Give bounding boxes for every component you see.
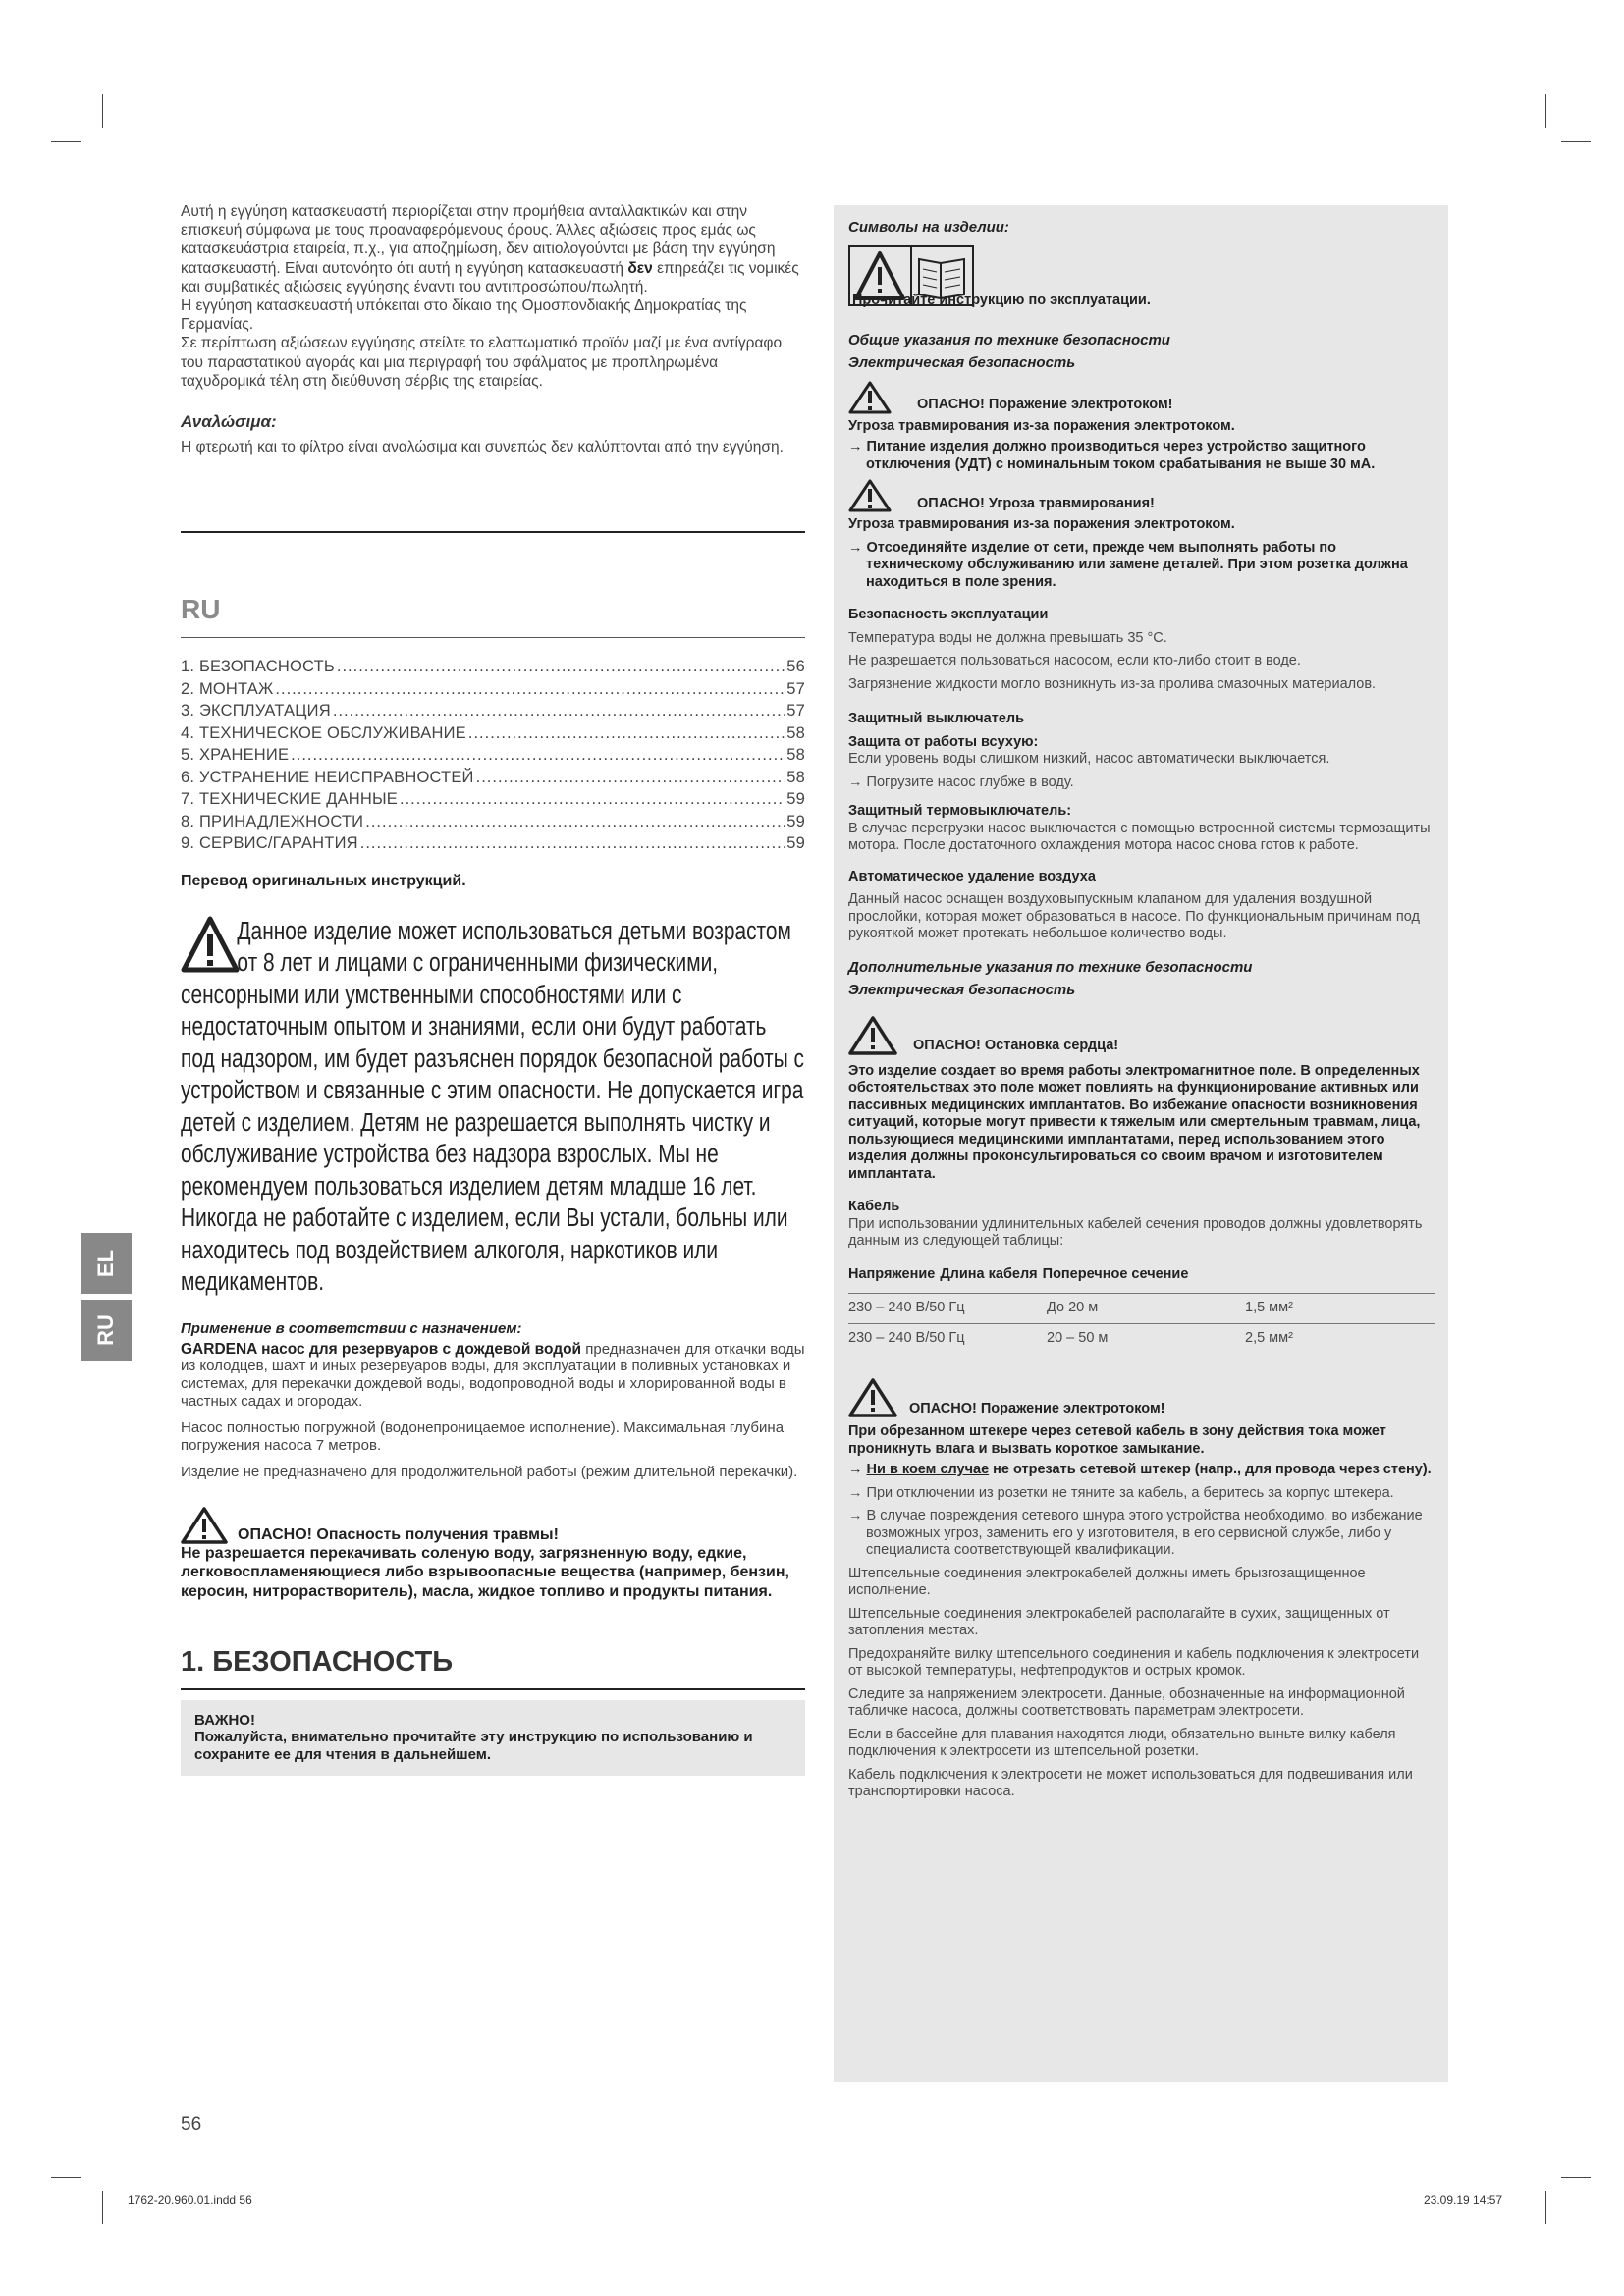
- dry-run-title: Защита от работы всухую:: [848, 733, 1039, 750]
- crop-mark: [51, 2177, 81, 2178]
- important-box: ВАЖНО! Пожалуйста, внимательно прочитайте эту инструкцию по использованию и сохраните ее для чтения в дальнейшем.: [181, 1700, 805, 1776]
- thermal-title: Защитный термовыключатель:: [848, 803, 1072, 819]
- greek-paragraph: Σε περίπτωση αξιώσεων εγγύησης στείλτε το ελαττωματικό προϊόν μαζί με ένα αντίγραφο του παραστατικού αγοράς και μια περιγραφή του σφάλματος με προπληρωμένα ταχυδρομικά τέλη στη διεύθυνση σέρβις της εταιρείας.: [181, 335, 783, 390]
- op-safety-title: Безопасность эксплуатации: [848, 607, 1049, 622]
- danger-sub: Угроза травмирования из-за поражения электротоком.: [848, 417, 1235, 434]
- table-of-contents: [181, 656, 805, 855]
- side-tab-ru: RU: [81, 1300, 132, 1361]
- paragraph: Предохраняйте вилку штепсельного соединения и кабель подключения к электросети от высокой температуры, нефтепродуктов и острых кромок.: [848, 1645, 1420, 1679]
- danger-heart-block: ОПАСНО! Остановка сердца!: [848, 1016, 1435, 1055]
- danger-text: Это изделие создает во время работы электромагнитное поле. В определенных обстоятельствах это поле может повлиять на функционирование активных или пассивных медицинских имплантатов. Во избежание опасности возникновения ситуаций, которые могут привести к тяжелым или смертельным травмам, лица, пользующиеся медицинскими имплантатами, перед использованием этого изделия должны проконсультироваться со своим врачом и изготовителем имплантата.: [848, 1062, 1421, 1182]
- not-continuous-text: Изделие не предназначено для продолжительной работы (режим длительной перекачки).: [181, 1464, 798, 1481]
- paragraph: Температура воды не должна превышать 35 °C.: [848, 629, 1167, 646]
- additional-safety-title: Дополнительные указания по технике безопасности: [848, 958, 1253, 976]
- children-warning: Данное изделие может использоваться детьми возрастом от 8 лет и лицами с ограниченными физическими, сенсорными или умственными способностями или с недостаточным опытом и знаниями, если они будут работать под надзором, им будет разъяснен порядок безопасной работы с устройством и связанные с этим опасности. Не допускается игра детей с изделием. Детям не разрешается выполнять чистку и обслуживание устройства без надзора взрослых. Мы не рекомендуем пользоваться изделием детям младше 16 лет. Никогда не работайте с изделием, если Вы устали, больны или находитесь под воздействием алкоголя, наркотиков или медикаментов.: [181, 917, 805, 1297]
- cable-table: [848, 1266, 1435, 1354]
- crop-mark: [102, 94, 103, 128]
- protective-switch-title: Защитный выключатель: [848, 711, 1025, 726]
- paragraph: Если в бассейне для плавания находятся люди, обязательно выньте вилку кабеля подключения к электросети из штепсельной розетки.: [848, 1726, 1396, 1759]
- cable-title: Кабель: [848, 1199, 900, 1214]
- paragraph: Не разрешается пользоваться насосом, если кто-либо стоит в воде.: [848, 653, 1301, 668]
- divider: [181, 637, 805, 638]
- intended-use-title: Применение в соответствии с назначением:: [181, 1319, 522, 1337]
- translation-note: Перевод оригинальных инструкций.: [181, 872, 466, 889]
- air-title: Автоматическое удаление воздуха: [848, 868, 1096, 884]
- section-title: 1. БЕЗОПАСНОСТЬ: [181, 1646, 454, 1679]
- bullet: → В случае повреждения сетевого шнура этого устройства необходимо, во избежание возможных угроз, заменить его у изготовителя, в его сервисной службе, либо у специалиста соответствующей квалификации.: [848, 1508, 1423, 1558]
- language-code: RU: [181, 594, 221, 625]
- footer-file: 1762-20.960.01.indd 56: [128, 2193, 252, 2207]
- danger-text: При обрезанном штекере через сетевой кабель в зону действия тока может проникнуть влага и вызвать короткое замыкание.: [848, 1423, 1386, 1457]
- greek-paragraph: Αυτή η εγγύηση κατασκευαστή περιορίζεται στην προμήθεια ανταλλακτικών και στην επισκευή σύμφωνα με τους προαναφερόμενους όρους. Άλλες αξιώσεις προς εμάς ως κατασκευάστρια εταιρεία, π.χ., για αποζημίωση, δεν αιτιολογούνται με βάση την εγγύηση κατασκευαστή. Είναι αυτονόητο ότι αυτή η εγγύηση κατασκευαστή δεν επηρεάζει τις νομικές και συμβατικές αξιώσεις εγγύησης έναντι του αντιπροσώπου/πωλητή.: [181, 203, 799, 295]
- toc-item[interactable]: 2. МОНТАЖ ..... 57: [181, 678, 805, 701]
- table-header: Напряжение Длина кабеля Поперечное сечение: [848, 1265, 1189, 1282]
- toc-item[interactable]: 5. ХРАНЕНИЕ ..... 58: [181, 744, 805, 767]
- paragraph: При использовании удлинительных кабелей сечения проводов должны удовлетворять данным из следующей таблицы:: [848, 1215, 1423, 1249]
- toc-item[interactable]: 7. ТЕХНИЧЕСКИЕ ДАННЫЕ ..... 59: [181, 788, 805, 811]
- paragraph: Следите за напряжением электросети. Данные, обозначенные на информационной табличке насоса, должны соответствовать параметрам электросети.: [848, 1685, 1405, 1719]
- electrical-safety-title: Электрическая безопасность: [848, 981, 1076, 998]
- danger-electric-block: ОПАСНО! Поражение электротоком!: [848, 381, 1435, 414]
- general-safety-title: Общие указания по технике безопасности: [848, 331, 1170, 348]
- greek-paragraph: Η εγγύηση κατασκευαστή υπόκειται στο δίκαιο της Ομοσπονδιακής Δημοκρατίας της Γερμανίας.: [181, 297, 747, 334]
- crop-mark: [51, 141, 81, 142]
- side-tab-el: EL: [81, 1233, 132, 1294]
- toc-item[interactable]: 6. УСТРАНЕНИЕ НЕИСПРАВНОСТЕЙ ..... 58: [181, 767, 805, 789]
- paragraph: В случае перегрузки насос выключается с помощью встроенной системы термозащиты мотора. После достаточного охлаждения мотора насос снова готов к работе.: [848, 820, 1431, 853]
- divider: [181, 531, 805, 533]
- bullet: → Погрузите насос глубже в воду.: [848, 774, 1074, 790]
- toc-item[interactable]: 3. ЭКСПЛУАТАЦИЯ ..... 57: [181, 700, 805, 722]
- consumables-text: Η φτερωτή και το φίλτρο είναι αναλώσιμα και συνεπώς δεν καλύπτονται από την εγγύηση.: [181, 439, 784, 456]
- table-row: 230 – 240 В/50 Гц До 20 м 1,5 мм²: [848, 1300, 1293, 1315]
- paragraph: Загрязнение жидкости могло возникнуть из-за пролива смазочных материалов.: [848, 675, 1377, 692]
- bullet: → Питание изделия должно производиться через устройство защитного отключения (УДТ) с номинальным током срабатывания не выше 30 мА.: [848, 439, 1376, 472]
- electrical-safety-title: Электрическая безопасность: [848, 353, 1076, 371]
- danger-injury-block: ОПАСНО! Угроза травмирования!: [848, 479, 1435, 512]
- toc-item[interactable]: 9. СЕРВИС/ГАРАНТИЯ ..... 59: [181, 832, 805, 855]
- danger-injury-block: ОПАСНО! Опасность получения травмы! Не разрешается перекачивать соленую воду, загрязненную воду, едкие, легковоспламеняющиеся либо взрывоопасные вещества (например, бензин, керосин, нитрорастворитель), масла, жидкое топливо и продукты питания.: [181, 1507, 805, 1602]
- toc-item[interactable]: 8. ПРИНАДЛЕЖНОСТИ ..... 59: [181, 811, 805, 833]
- right-column: [834, 205, 1448, 2082]
- bullet: → Отсоединяйте изделие от сети, прежде чем выполнять работы по техническому обслуживанию или замене деталей. При этом розетка должна находиться в поле зрения.: [848, 539, 1408, 590]
- paragraph: Если уровень воды слишком низкий, насос автоматически выключается.: [848, 751, 1330, 767]
- left-column: [181, 202, 805, 1776]
- symbols-title: Символы на изделии:: [848, 219, 1009, 236]
- danger-sub: Угроза травмирования из-за поражения электротоком.: [848, 516, 1235, 532]
- intended-use-text: GARDENA насос для резервуаров с дождевой водой предназначен для откачки воды из колодцев, шахт и иных резервуаров воды, для эксплуатации в поливных установках и системах, для перекачки дождевой воды, водопроводной воды и хлорированной воды в частных садах и огородах.: [181, 1340, 805, 1410]
- crop-mark: [1545, 94, 1546, 128]
- consumables-title: Αναλώσιμα:: [181, 412, 277, 432]
- danger-electric-block: ОПАСНО! Поражение электротоком!: [848, 1378, 1435, 1417]
- warning-triangle-icon: [181, 1507, 228, 1544]
- paragraph: Кабель подключения к электросети не может использоваться для подвешивания или транспортировки насоса.: [848, 1766, 1413, 1799]
- bullet: → Ни в коем случае не отрезать сетевой штекер (напр., для провода через стену).: [848, 1462, 1432, 1477]
- footer-date: 23.09.19 14:57: [1424, 2193, 1503, 2207]
- crop-mark: [1545, 2191, 1546, 2224]
- table-row: 230 – 240 В/50 Гц 20 – 50 м 2,5 мм²: [848, 1329, 1293, 1346]
- paragraph: Штепсельные соединения электрокабелей располагайте в сухих, защищенных от затопления местах.: [848, 1605, 1390, 1638]
- crop-mark: [1561, 2177, 1591, 2178]
- paragraph: Данный насос оснащен воздуховыпускным клапаном для удаления воздушной прослойки, которая может образоваться в насосе. По функциональным причинам под рукояткой может протекать небольшое количество воды.: [848, 891, 1420, 941]
- read-manual: Прочитайте инструкцию по эксплуатации.: [852, 293, 1151, 308]
- submersible-text: Насос полностью погружной (водонепроницаемое исполнение). Максимальная глубина погружения насоса 7 метров.: [181, 1419, 785, 1454]
- bullet: → При отключении из розетки не тяните за кабель, а беритесь за корпус штекера.: [848, 1484, 1394, 1501]
- crop-mark: [102, 2191, 103, 2224]
- toc-item[interactable]: 4. ТЕХНИЧЕСКОЕ ОБСЛУЖИВАНИЕ ..... 58: [181, 722, 805, 745]
- divider: [181, 1688, 805, 1690]
- paragraph: Штепсельные соединения электрокабелей должны иметь брызгозащищенное исполнение.: [848, 1565, 1366, 1598]
- page-number: 56: [181, 2114, 202, 2135]
- crop-mark: [1561, 141, 1591, 142]
- toc-item[interactable]: 1. БЕЗОПАСНОСТЬ ..... 56: [181, 656, 805, 678]
